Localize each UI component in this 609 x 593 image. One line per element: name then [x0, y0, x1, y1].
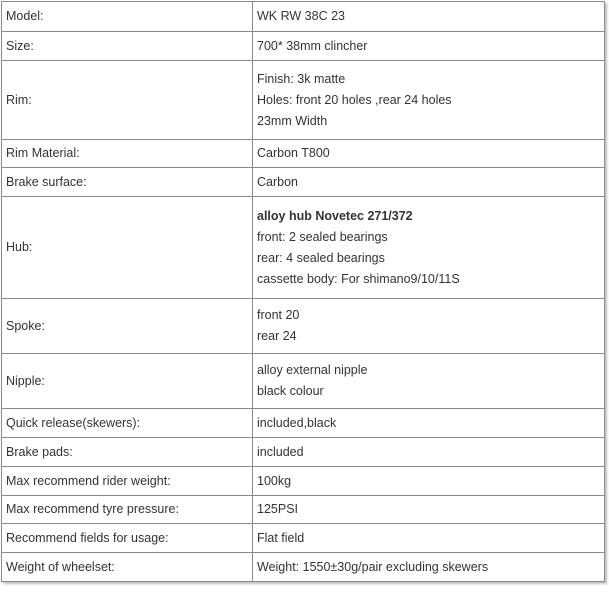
table-row — [2, 168, 605, 197]
row-value-spoke — [253, 299, 605, 354]
row-label-rim-material: Rim Material: — [2, 140, 253, 168]
value-line: alloy hub Novetec 271/372 — [257, 208, 413, 223]
table-row — [2, 524, 605, 553]
row-value-brake-surface — [253, 168, 605, 197]
value-line: alloy external nipple — [257, 363, 368, 377]
value-line: front 20 — [257, 308, 300, 322]
value-line: WK RW 38C 23 — [257, 9, 345, 23]
value-line: 125PSI — [257, 502, 299, 516]
table-row — [2, 438, 605, 467]
value-line: front: 2 sealed bearings — [257, 229, 388, 244]
row-value-weight-of-wheelset — [253, 553, 605, 582]
row-value-max-rider-weight — [253, 467, 605, 496]
value-line: Carbon — [257, 174, 298, 189]
row-label-brake-pads: Brake pads: — [2, 438, 253, 467]
row-value-size — [253, 32, 605, 61]
row-value-brake-pads — [253, 438, 605, 467]
table-row — [2, 61, 605, 140]
table-row — [2, 409, 605, 438]
table-row — [2, 496, 605, 524]
row-value-quick-release — [253, 409, 605, 438]
value-line: Finish: 3k matte — [257, 71, 346, 86]
spec-table — [1, 1, 605, 582]
row-label-hub: Hub: — [2, 197, 253, 299]
row-value-hub — [253, 197, 605, 299]
value-line: Weight: 1550±30g/pair excluding skewers — [257, 559, 489, 574]
value-line: Flat field — [257, 530, 305, 545]
row-label-spoke: Spoke: — [2, 299, 253, 354]
row-value-model — [253, 2, 605, 32]
value-line: 23mm Width — [257, 113, 328, 128]
row-value-nipple — [253, 354, 605, 409]
row-label-max-tyre-pressure: Max recommend tyre pressure: — [2, 496, 253, 524]
value-line: black colour — [257, 384, 324, 398]
value-line: included — [257, 444, 304, 459]
value-line: included,black — [257, 415, 337, 430]
value-line: Carbon T800 — [257, 146, 330, 160]
row-label-max-rider-weight: Max recommend rider weight: — [2, 467, 253, 496]
table-row — [2, 2, 605, 32]
row-value-recommend-fields — [253, 524, 605, 553]
table-row — [2, 140, 605, 168]
row-label-model: Model: — [2, 2, 253, 32]
table-row — [2, 197, 605, 299]
value-line: rear 24 — [257, 329, 297, 343]
value-line: Holes: front 20 holes ,rear 24 holes — [257, 92, 452, 107]
row-label-nipple: Nipple: — [2, 354, 253, 409]
row-label-rim: Rim: — [2, 61, 253, 140]
row-label-recommend-fields: Recommend fields for usage: — [2, 524, 253, 553]
row-label-quick-release: Quick release(skewers): — [2, 409, 253, 438]
table-row — [2, 553, 605, 582]
table-row — [2, 32, 605, 61]
value-line: cassette body: For shimano9/10/11S — [257, 271, 460, 286]
value-line: rear: 4 sealed bearings — [257, 250, 385, 265]
row-label-weight-of-wheelset: Weight of wheelset: — [2, 553, 253, 582]
value-line: 100kg — [257, 473, 292, 488]
row-value-rim-material — [253, 140, 605, 168]
table-row — [2, 354, 605, 409]
row-value-rim — [253, 61, 605, 140]
row-value-max-tyre-pressure — [253, 496, 605, 524]
row-label-size: Size: — [2, 32, 253, 61]
row-label-brake-surface: Brake surface: — [2, 168, 253, 197]
table-row — [2, 299, 605, 354]
value-line: 700* 38mm clincher — [257, 38, 368, 53]
table-row — [2, 467, 605, 496]
